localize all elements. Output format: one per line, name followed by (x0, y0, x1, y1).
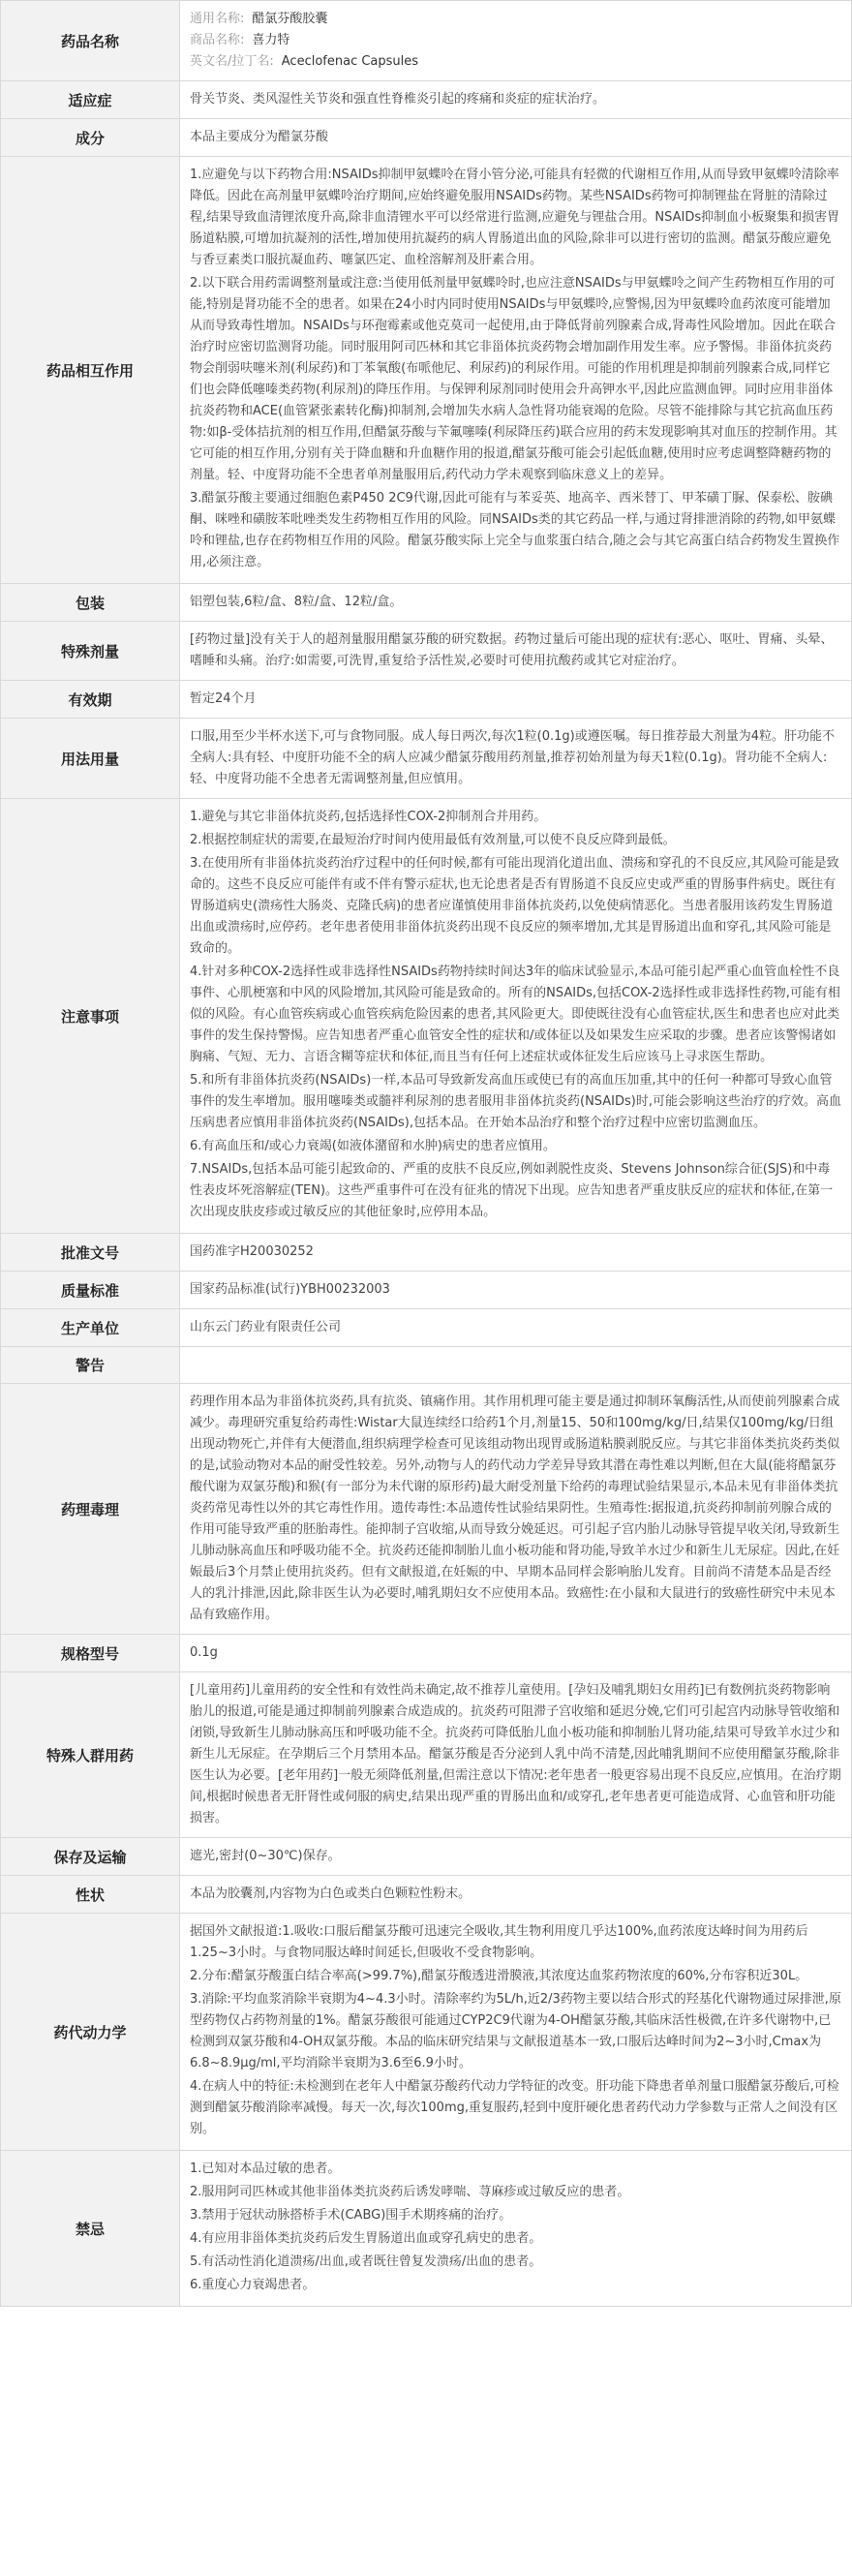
english-name-value: Aceclofenac Capsules (281, 54, 419, 69)
row-package (1, 584, 852, 622)
row-usage (1, 719, 852, 799)
content-spec: 0.1g (180, 1635, 852, 1672)
content-approval: 国药准字H20030252 (180, 1234, 852, 1272)
contra-para-4: 4.有应用非甾体类抗炎药后发生胃肠道出血或穿孔病史的患者。 (190, 2231, 542, 2246)
content-validity: 暂定24个月 (180, 681, 852, 719)
english-name-key: 英文名/拉丁名: (190, 54, 274, 69)
interaction-para-1: 1.应避免与以下药物合用:NSAIDs抑制甲氨蝶呤在肾小管分泌,可能具有轻微的代谢相互作用,从而导致甲氨蝶呤清除率降低。因此在高剂量甲氨蝶呤治疗期间,应始终避免服用NSAIDs药物。某些NSAIDs药物可抑制锂盐在肾脏的清除过程,结果导致血清锂浓度升高,除非血清锂水平可以经常进行监测,应避免与锂盐合用。NSAIDs抑制血小板聚集和损害胃肠道粘膜,可增加抗凝剂的活性,增加使用抗凝药的病人胃肠道出血的风险,除非可以进行密切的监测。醋氯芬酸应避免与香豆素类口服抗凝血药、噻氯匹定、血栓溶解剂及肝素合用。 (190, 168, 840, 267)
generic-name-value: 醋氯芬酸胶囊 (252, 12, 328, 26)
contra-para-2: 2.服用阿司匹林或其他非甾体类抗炎药后诱发哮喘、荨麻疹或过敏反应的患者。 (190, 2185, 630, 2199)
row-special-dose (1, 622, 852, 681)
row-drug-name (1, 1, 852, 81)
precaution-para-2: 2.根据控制症状的需要,在最短治疗时间内使用最低有效剂量,可以使不良反应降到最低。 (190, 833, 676, 847)
trade-name-key: 商品名称: (190, 33, 245, 47)
content-usage: 口服,用至少半杯水送下,可与食物同服。成人每日两次,每次1粒(0.1g)或遵医嘱。每日推荐最大剂量为4粒。肝功能不全病人:具有轻、中度肝功能不全的病人应减少醋氯芬酸用药剂量,推荐初始剂量为每天1粒(0.1g)。肾功能不全病人:轻、中度肾功能不全患者无需调整剂量,但应慎用。 (180, 719, 852, 799)
label-storage: 保存及运输 (1, 1838, 180, 1876)
row-approval (1, 1234, 852, 1272)
label-indication: 适应症 (1, 81, 180, 119)
label-pharmacokinetics: 药代动力学 (1, 1914, 180, 2151)
precaution-para-1: 1.避免与其它非甾体抗炎药,包括选择性COX-2抑制剂合并用药。 (190, 810, 547, 824)
contra-para-6: 6.重度心力衰竭患者。 (190, 2278, 316, 2292)
pk-para-4: 4.在病人中的特征:未检测到在老年人中醋氯芬酸药代动力学特征的改变。肝功能下降患者单剂量口服醋氯芬酸后,可检测到醋氯芬酸消除率减慢。每天一次,每次100mg,重复服药,轻到中度肝硬化患者药代动力学参数与正常人之间没有区别。 (190, 2079, 839, 2136)
label-drug-name: 药品名称 (1, 1, 180, 81)
row-contraindications (1, 2151, 852, 2307)
precaution-para-4: 4.针对多种COX-2选择性或非选择性NSAIDs药物持续时间达3年的临床试验显示,本品可能引起严重心血管血栓性不良事件、心肌梗塞和中风的风险增加,其风险可能是致命的。所有的NSAIDs,包括COX-2选择性或非选择性药物,可能有相似的风险。有心血管疾病或心血管疾病危险因素的患者,其风险更大。即使既往没有心血管症状,医生和患者也应对此类事件的发生保持警惕。应告知患者严重心血管安全性的症状和/或体征以及如果发生应采取的步骤。患者应该警惕诸如胸痛、气短、无力、言语含糊等症状和体征,而且当有任何上述症状或体征发生后应该马上寻求医生帮助。 (190, 965, 840, 1064)
precaution-para-3: 3.在使用所有非甾体抗炎药治疗过程中的任何时候,都有可能出现消化道出血、溃疡和穿孔的不良反应,其风险可能是致命的。这些不良反应可能伴有或不伴有警示症状,也无论患者是否有胃肠道不良反应史或严重的胃肠事件病史。既往有胃肠道病史(溃疡性大肠炎、克隆氏病)的患者应谨慎使用非甾体抗炎药,以免使病情恶化。当患者服用该药发生胃肠道出血或溃疡时,应停药。老年患者使用非甾体抗炎药出现不良反应的频率增加,尤其是胃肠道出血和穿孔,其风险可能是致命的。 (190, 856, 839, 956)
precaution-para-6: 6.有高血压和/或心力衰竭(如液体潴留和水肿)病史的患者应慎用。 (190, 1139, 556, 1153)
row-manufacturer (1, 1309, 852, 1347)
content-standard: 国家药品标准(试行)YBH00232003 (180, 1272, 852, 1309)
contra-para-5: 5.有活动性消化道溃疡/出血,或者既往曾复发溃疡/出血的患者。 (190, 2254, 542, 2269)
content-interaction (180, 157, 852, 584)
label-manufacturer: 生产单位 (1, 1309, 180, 1347)
label-standard: 质量标准 (1, 1272, 180, 1309)
label-toxicology: 药理毒理 (1, 1384, 180, 1635)
interaction-para-2: 2.以下联合用药需调整剂量或注意:当使用低剂量甲氨蝶呤时,也应注意NSAIDs与甲氨蝶呤之间产生药物相互作用的可能,特别是肾功能不全的患者。如果在24小时内同时使用NSAIDs与甲氨蝶呤,应警惕,因为甲氨蝶呤血药浓度可能增加从而导致毒性增加。NSAIDs与环孢霉素或他克莫司一起使用,由于降低肾前列腺素合成,肾毒性风险增加。因此在联合治疗时应密切监测肾功能。同时服用阿司匹林和其它非甾体抗炎药物会增加副作用发生率。应予警惕。非甾体抗炎药物会削弱呋噻米剂(利尿药)和丁苯氧酸(布哌他尼、利尿药)的利尿作用。可能的作用机理是抑制前列腺素合成,同样它们也会降低噻嗪类药物(利尿剂)的降压作用。与保钾利尿剂同时使用会升高钾水平,因此应监测血钾。同时应用非甾体抗炎药物和ACE(血管紧张素转化酶)抑制剂,会增加失水病人急性肾功能衰竭的危险。尽管不能排除与其它抗高血压药物:如β-受体拮抗剂的相互作用,但醋氯芬酸与苄氟噻嗪(利尿降压药)联合应用的药末发现影响其对血压的控制作用。其它可能的相互作用,分别有关于降血糖和升血糖作用的报道,醋氯芬酸可能会引起低血糖,使用时应考虑调整降糖药物的剂量。轻、中度肾功能不全患者单剂量服用后,药代动力学未观察到临床意义上的差异。 (190, 276, 837, 482)
row-validity (1, 681, 852, 719)
row-special-groups (1, 1672, 852, 1838)
trade-name-line (190, 30, 841, 51)
content-toxicology: 药理作用本品为非甾体抗炎药,具有抗炎、镇痛作用。其作用机理可能主要是通过抑制环氧酶活性,从而使前列腺素合成减少。毒理研究重复给药毒性:Wistar大鼠连续经口给药1个月,剂量15、50和100mg/kg/日,结果仅100mg/kg/日组出现动物死亡,并伴有大便潜血,组织病理学检查可见该组动物出现胃或肠道粘膜剥脱反应。与其它非甾体类抗炎药类似的是,试验动物对本品的耐受性较差。另外,动物与人的药代动力学差异导致其潜在毒性难以判断,但在大鼠(能将醋氯芬酸代谢为双氯芬酸)和猴(有一部分为未代谢的原形药)最大耐受剂量下给药的毒理试验结果显示,本品未见有非甾体类抗炎药常见毒性以外的其它毒性作用。遗传毒性:本品遗传性试验结果阴性。生殖毒性:据报道,抗炎药抑制前列腺合成的作用可能导致严重的胚胎毒性。能抑制子宫收缩,从而导致分娩延迟。可引起子宫内胎儿动脉导管提早收关闭,导致新生儿肺动脉高血压和呼吸功能不全。抗炎药还能抑制胎儿血小板功能和肾功能,导致羊水过少和新生儿无尿症。因此,在妊娠最后3个月禁止使用抗炎药。但有文献报道,在妊娠的中、早期本品同样会影响胎儿发育。目前尚不清楚本品是否经人的乳汁排泄,因此,除非医生认为必要时,哺乳期妇女不应使用本品。致癌性:在小鼠和大鼠进行的致癌性研究中未见本品有致癌作用。 (180, 1384, 852, 1635)
contra-para-3: 3.禁用于冠状动脉搭桥手术(CABG)围手术期疼痛的治疗。 (190, 2208, 512, 2223)
row-storage (1, 1838, 852, 1876)
label-usage: 用法用量 (1, 719, 180, 799)
content-storage: 遮光,密封(0~30℃)保存。 (180, 1838, 852, 1876)
generic-name-key: 通用名称: (190, 12, 245, 26)
row-warning (1, 1347, 852, 1384)
pk-para-3: 3.消除:平均血浆消除半衰期为4~4.3小时。清除率约为5L/h,近2/3药物主要以结合形式的羟基化代谢物通过尿排泄,原型药物仅占药物剂量的1%。醋氯芬酸很可能通过CYP2C9代谢为4-OH醋氯芬酸,其临床活性极微,在许多代谢物中,已检测到双氯芬酸和4-OH双氯芬酸。本品的临床研究结果与文献报道基本一致,口服后达峰时间为2~3小时,Cmax为6.8~8.9μg/ml,平均消除半衰期为3.6至6.9小时。 (190, 1992, 841, 2070)
content-package: 铝塑包装,6粒/盒、8粒/盒、12粒/盒。 (180, 584, 852, 622)
row-precautions (1, 799, 852, 1234)
content-composition: 本品主要成分为醋氯芬酸 (180, 119, 852, 157)
label-character: 性状 (1, 1876, 180, 1914)
contra-para-1: 1.已知对本品过敏的患者。 (190, 2162, 341, 2176)
content-manufacturer: 山东云门药业有限责任公司 (180, 1309, 852, 1347)
row-composition (1, 119, 852, 157)
content-special-groups: [儿童用药]儿童用药的安全性和有效性尚未确定,故不推荐儿童使用。[孕妇及哺乳期妇女用药]已有数例抗炎药物影响胎儿的报道,可能是通过抑制前列腺素合成造成的。抗炎药可阻滞子宫收缩和延迟分娩,它们可引起宫内动脉导管收缩和闭锁,导致新生儿肺动脉高压和呼吸功能不全。抗炎药可降低胎儿血小板功能和抑制胎儿肾功能,结果可导致羊水过少和新生儿无尿症。在孕期后三个月禁用本品。醋氯芬酸是否分泌到人乳中尚不清楚,因此哺乳期间不应使用醋氯芬酸,除非医生认为必要。[老年用药]一般无须降低剂量,但需注意以下情况:老年患者一般更容易出现不良反应,应慎用。在治疗期间,根据时候患者无肝肾性或伺服的病史,结果出现严重的胃肠出血和/或穿孔,老年患者更可能造成肾、心血管和肝功能损害。 (180, 1672, 852, 1838)
label-interaction: 药品相互作用 (1, 157, 180, 584)
content-indication: 骨关节炎、类风湿性关节炎和强直性脊椎炎引起的疼痛和炎症的症状治疗。 (180, 81, 852, 119)
content-precautions (180, 799, 852, 1234)
content-special-dose: [药物过量]没有关于人的超剂量服用醋氯芬酸的研究数据。药物过量后可能出现的症状有:恶心、呕吐、胃痛、头晕、嗜睡和头痛。治疗:如需要,可洗胃,重复给予活性炭,必要时可使用抗酸药或其它对症治疗。 (180, 622, 852, 681)
row-character (1, 1876, 852, 1914)
label-contraindications: 禁忌 (1, 2151, 180, 2307)
precaution-para-5: 5.和所有非甾体抗炎药(NSAIDs)一样,本品可导致新发高血压或使已有的高血压加重,其中的任何一种都可导致心血管事件的发生率增加。服用噻嗪类或髓袢利尿剂的患者服用非甾体抗炎药(NSAIDs)时,可能会影响这些治疗的疗效。高血压病患者应慎用非甾体抗炎药(NSAIDs),包括本品。在开始本品治疗和整个治疗过程中应密切监测血压。 (190, 1073, 842, 1130)
precaution-para-7: 7.NSAIDs,包括本品可能引起致命的、严重的皮肤不良反应,例如剥脱性皮炎、Stevens Johnson综合征(SJS)和中毒性表皮坏死溶解症(TEN)。这些严重事件可在没有征兆的情况下出现。应告知患者严重皮肤反应的症状和体征,在第一次出现皮肤皮疹或过敏反应的其他征象时,应停用本品。 (190, 1162, 834, 1219)
label-package: 包装 (1, 584, 180, 622)
content-contraindications (180, 2151, 852, 2307)
row-toxicology (1, 1384, 852, 1635)
interaction-para-3: 3.醋氯芬酸主要通过细胞色素P450 2C9代谢,因此可能有与苯妥英、地高辛、西米替丁、甲苯磺丁脲、保泰松、胺碘酮、咪唑和磺胺苯吡唑类发生药物相互作用的风险。同NSAIDs类的其它药品一样,与通过肾排泄消除的药物,如甲氨蝶呤和锂盐,也存在药物相互作用的风险。醋氯芬酸实际上完全与血浆蛋白结合,随之会与其它高蛋白结合药物发生置换作用,必须注意。 (190, 491, 840, 569)
label-warning: 警告 (1, 1347, 180, 1384)
pk-para-2: 2.分布:醋氯芬酸蛋白结合率高(>99.7%),醋氯芬酸透进滑膜液,其浓度达血浆药物浓度的60%,分布容积近30L。 (190, 1969, 808, 1983)
pk-para-1: 据国外文献报道:1.吸收:口服后醋氯芬酸可迅速完全吸收,其生物利用度几乎达100%,血药浓度达峰时间为用药后1.25~3小时。与食物同服达峰时间延长,但吸收不受食物影响。 (190, 1924, 808, 1960)
label-validity: 有效期 (1, 681, 180, 719)
row-pharmacokinetics (1, 1914, 852, 2151)
label-spec: 规格型号 (1, 1635, 180, 1672)
row-indication (1, 81, 852, 119)
trade-name-value: 喜力特 (252, 33, 290, 47)
label-special-dose: 特殊剂量 (1, 622, 180, 681)
label-composition: 成分 (1, 119, 180, 157)
generic-name-line (190, 9, 841, 30)
english-name-line (190, 51, 841, 73)
row-interaction (1, 157, 852, 584)
row-standard (1, 1272, 852, 1309)
label-special-groups: 特殊人群用药 (1, 1672, 180, 1838)
label-precautions: 注意事项 (1, 799, 180, 1234)
content-drug-name (180, 1, 852, 81)
row-spec (1, 1635, 852, 1672)
content-warning (180, 1347, 852, 1384)
content-character: 本品为胶囊剂,内容物为白色或类白色颗粒性粉末。 (180, 1876, 852, 1914)
label-approval: 批准文号 (1, 1234, 180, 1272)
content-pharmacokinetics (180, 1914, 852, 2151)
